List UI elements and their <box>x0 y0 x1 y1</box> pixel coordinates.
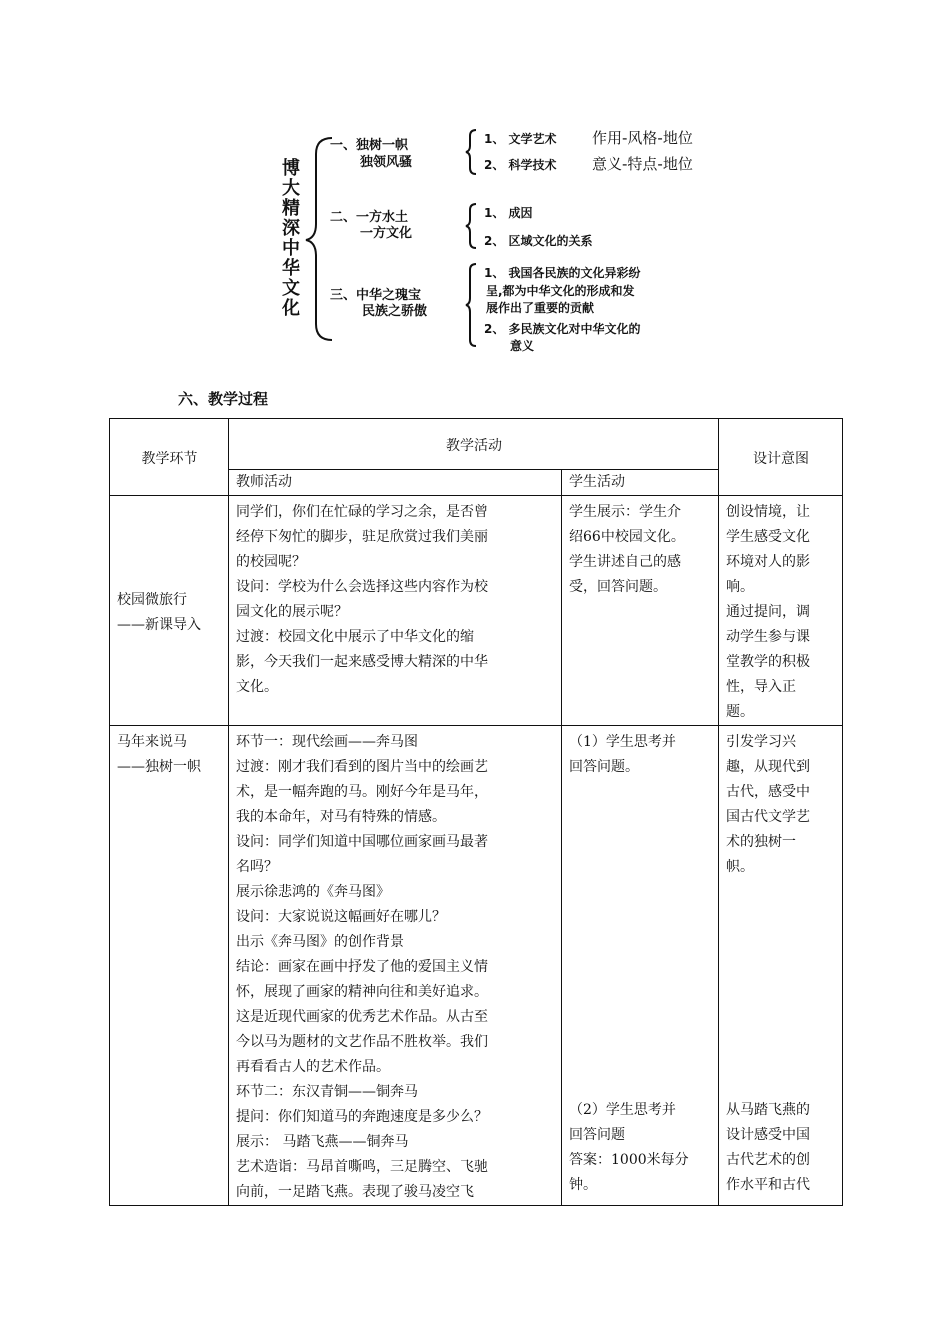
cell-text-line: 受，回答问题。 <box>569 579 667 595</box>
cell-text-line: 展示徐悲鸿的《奔马图》 <box>236 884 390 900</box>
cell-text-line: 名吗？ <box>236 859 278 875</box>
header-intent: 设计意图 <box>719 419 843 496</box>
cell-text-line: 环境对人的影 <box>726 554 810 570</box>
cell-text-line: 绍66中校园文化。 <box>569 529 685 545</box>
cell-text-line: 答案：1000米每分 <box>569 1152 689 1168</box>
cell-text-line: 帜。 <box>726 859 754 875</box>
cell-text-line: 设问：大家说说这幅画好在哪儿？ <box>236 909 446 925</box>
cell-text-line: 出示《奔马图》的创作背景 <box>236 934 404 950</box>
diagram-branch-label: 三、中华之瑰宝 <box>330 288 422 303</box>
cell-text-line: 影，今天我们一起来感受博大精深的中华 <box>236 654 488 670</box>
table-row <box>110 726 843 1206</box>
diagram-brace-1 <box>466 130 476 174</box>
cell-text-line: 创设情境，让 <box>726 504 810 520</box>
cell-text-line: 环节二：东汉青铜——铜奔马 <box>236 1084 418 1100</box>
cell-text-line: 动学生参与课 <box>726 629 810 645</box>
diagram-root-char: 精 <box>282 198 300 219</box>
row2-student <box>562 726 719 1206</box>
cell-text-line: 艺术造诣：马昂首嘶鸣，三足腾空、飞驰 <box>236 1159 488 1175</box>
header-student: 学生活动 <box>562 470 719 496</box>
diagram-item: 意义 <box>510 339 535 353</box>
cell-text-line: 同学们，你们在忙碌的学习之余，是否曾 <box>236 504 488 520</box>
diagram-branch-label: 二、一方水土 <box>330 210 409 225</box>
diagram-root-char: 化 <box>282 298 300 319</box>
diagram-item: 1、 我国各民族的文化异彩纷 <box>484 266 641 280</box>
cell-text-line: 马年来说马 <box>117 734 187 750</box>
diagram-branch-label: 民族之骄傲 <box>362 304 428 319</box>
cell-text-line: 再看看古人的艺术作品。 <box>236 1059 390 1075</box>
row2-intent-bottom <box>726 1098 836 1198</box>
diagram-root-char: 大 <box>282 178 300 199</box>
row2-teacher <box>229 726 562 1206</box>
cell-text-line: 提问：你们知道马的奔跑速度是多少么？ <box>236 1109 488 1125</box>
header-activity: 教学活动 <box>229 419 719 470</box>
diagram-root-char: 华 <box>282 258 300 279</box>
cell-text-line: 展示： 马踏飞燕——铜奔马 <box>236 1134 409 1150</box>
section-title: 六、教学过程 <box>178 390 269 408</box>
cell-text-line: 校园微旅行 <box>117 591 187 608</box>
row2-stage <box>110 726 229 1206</box>
cell-text-line: 堂教学的积极 <box>726 654 810 670</box>
row2-student-bottom <box>569 1098 712 1198</box>
cell-text-line: 怀，展现了画家的精神向往和美好追求。 <box>236 984 488 1000</box>
diagram-branch-label: 独领风骚 <box>360 155 413 170</box>
cell-text-line: （1）学生思考并 <box>569 734 676 750</box>
row2-student-top <box>569 730 712 780</box>
cell-text-line: 过渡：校园文化中展示了中华文化的缩 <box>236 629 474 645</box>
cell-text-line: 我的本命年，对马有特殊的情感。 <box>236 809 446 825</box>
cell-text-line: 趣，从现代到 <box>726 759 810 775</box>
cell-text-line: 题。 <box>726 704 754 720</box>
diagram-item: 呈,都为中华文化的形成和发 <box>486 284 635 298</box>
table-header-row <box>110 419 843 470</box>
cell-text-line: 术的独树一 <box>726 834 796 850</box>
cell-text-line: （2）学生思考并 <box>569 1102 676 1118</box>
cell-text-line: ——独树一帜 <box>117 759 201 775</box>
diagram-root-title <box>281 157 300 319</box>
diagram-root-char: 文 <box>282 278 300 299</box>
cell-text-line: 向前，一足踏飞燕。表现了骏马凌空飞 <box>236 1184 474 1200</box>
table-row <box>110 496 843 726</box>
cell-text-line: 经停下匆忙的脚步，驻足欣赏过我们美丽 <box>236 529 488 545</box>
cell-text-line: 性，导入正 <box>726 679 796 695</box>
diagram-brace-3 <box>466 264 476 346</box>
cell-text-line: 学生感受文化 <box>726 529 810 545</box>
diagram-item: 2、 区域文化的关系 <box>484 234 593 248</box>
diagram-branch-items <box>484 129 693 353</box>
cell-text-line: ——新课导入 <box>117 616 201 633</box>
cell-text-line: 设问：学校为什么会选择这些内容作为校 <box>236 579 488 595</box>
row2-intent <box>719 726 843 1206</box>
cell-text-line: 这是近现代画家的优秀艺术作品。从古至 <box>236 1009 488 1025</box>
diagram-item-note: 作用-风格-地位 <box>592 129 693 147</box>
cell-text-line: 从马踏飞燕的 <box>726 1102 810 1118</box>
row1-intent <box>719 496 843 726</box>
diagram-item: 2、 科学技术 <box>484 158 557 172</box>
cell-text-line: 设问：同学们知道中国哪位画家画马最著 <box>236 834 488 850</box>
header-stage: 教学环节 <box>110 419 229 496</box>
cell-text-line: 文化。 <box>236 679 278 695</box>
diagram-branch-labels <box>330 137 427 319</box>
cell-text-line: 古代，感受中 <box>726 784 810 800</box>
diagram-brace-2 <box>466 204 476 248</box>
row1-student <box>562 496 719 726</box>
cell-text-line: 环节一：现代绘画——奔马图 <box>236 734 418 750</box>
concept-diagram <box>280 124 705 356</box>
diagram-item: 1、 成因 <box>484 206 533 220</box>
row1-teacher <box>229 496 562 726</box>
row1-stage <box>110 496 229 726</box>
row2-intent-top <box>726 730 836 880</box>
cell-text-line: 学生讲述自己的感 <box>569 554 681 570</box>
diagram-main-brace <box>306 138 332 340</box>
diagram-item: 2、 多民族文化对中华文化的 <box>484 322 641 336</box>
cell-text-line: 过渡：刚才我们看到的图片当中的绘画艺 <box>236 759 488 775</box>
cell-text-line: 今以马为题材的文艺作品不胜枚举。我们 <box>236 1034 488 1050</box>
cell-text-line: 引发学习兴 <box>726 734 796 750</box>
cell-text-line: 设计感受中国 <box>726 1127 810 1143</box>
cell-text-line: 响。 <box>726 579 754 595</box>
cell-text-line: 通过提问，调 <box>726 604 810 620</box>
cell-text-line: 学生展示：学生介 <box>569 504 681 520</box>
cell-text-line: 园文化的展示呢？ <box>236 604 348 620</box>
teaching-process-table <box>109 418 843 1206</box>
cell-text-line: 钟。 <box>569 1177 597 1193</box>
diagram-root-char: 深 <box>282 218 300 239</box>
diagram-item-note: 意义-特点-地位 <box>592 155 693 173</box>
cell-text-line: 古代艺术的创 <box>726 1152 810 1168</box>
cell-text-line: 结论：画家在画中抒发了他的爱国主义情 <box>236 959 488 975</box>
diagram-branch-label: 一、独树一帜 <box>330 138 409 153</box>
cell-text-line: 作水平和古代 <box>726 1177 810 1193</box>
cell-text-line: 回答问题 <box>569 1127 625 1143</box>
diagram-branch-label: 一方文化 <box>360 226 413 241</box>
cell-text-line: 的校园呢？ <box>236 554 306 570</box>
diagram-root-char: 博 <box>282 158 300 179</box>
cell-text-line: 术，是一幅奔跑的马。刚好今年是马年， <box>236 784 488 800</box>
cell-text-line: 回答问题。 <box>569 759 639 775</box>
header-teacher: 教师活动 <box>229 470 562 496</box>
cell-text-line: 国古代文学艺 <box>726 809 810 825</box>
diagram-item: 展作出了重要的贡献 <box>486 301 595 315</box>
diagram-item: 1、 文学艺术 <box>484 132 557 146</box>
diagram-root-char: 中 <box>282 238 300 259</box>
